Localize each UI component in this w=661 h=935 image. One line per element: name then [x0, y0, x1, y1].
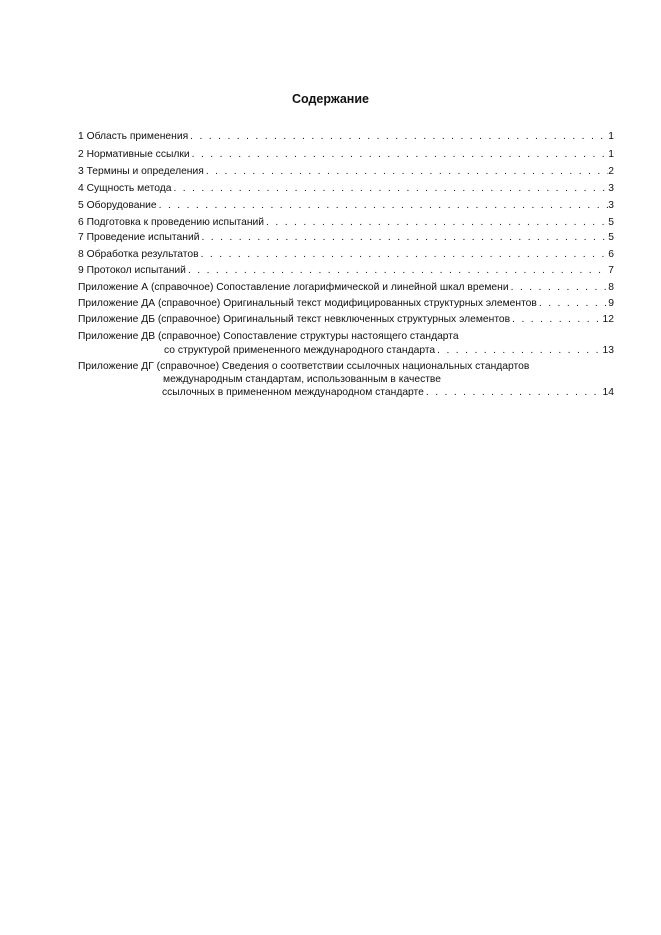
toc-entry-page: 1 [608, 131, 614, 142]
toc-entry-title: со структурой примененного международного стандарта [164, 345, 436, 356]
toc-entry-continuation [163, 373, 614, 387]
toc-entry-title: Приложение ДБ (справочное) Оригинальный текст невключенных структурных элементов [78, 314, 511, 325]
toc-entry-title: 3 Термины и определения [78, 166, 204, 177]
toc-entry[interactable] [78, 360, 614, 374]
toc-entry-page: 5 [608, 232, 614, 243]
toc-entry[interactable] [78, 148, 614, 162]
toc-entry-page: 3 [608, 200, 614, 211]
toc-entry-title: 1 Область применения [78, 131, 189, 142]
toc-entry-title: Приложение ДА (справочное) Оригинальный текст модифицированных структурных элементов [78, 298, 537, 309]
toc-entry-title: Приложение А (справочное) Сопоставление логарифмической и линейной шкал времени [78, 282, 509, 293]
toc-entry-title: 8 Обработка результатов [78, 249, 199, 260]
toc-entry-page: 9 [608, 298, 614, 309]
toc-entry-title: ссылочных в примененном международном стандарте [162, 387, 424, 398]
toc-entry[interactable] [78, 313, 614, 327]
toc-leader-dots [186, 264, 608, 278]
toc-entry-page: 3 [608, 183, 614, 194]
toc-entry-continuation[interactable] [162, 386, 614, 400]
toc-entry[interactable] [78, 165, 614, 179]
toc-leader-dots [537, 297, 608, 311]
toc-entry-page: 7 [608, 265, 614, 276]
toc-entry[interactable] [78, 231, 614, 245]
toc-entry[interactable] [78, 297, 614, 311]
toc-entry[interactable] [78, 248, 614, 262]
toc-entry[interactable] [78, 281, 614, 295]
toc-leader-dots [157, 199, 609, 213]
toc-entry[interactable] [78, 130, 614, 144]
toc-entry-title: 2 Нормативные ссылки [78, 149, 190, 160]
toc-entry[interactable] [78, 216, 614, 230]
toc-leader-dots [171, 182, 608, 196]
toc-entry-page: 13 [602, 345, 614, 356]
toc-leader-dots [509, 281, 609, 295]
toc-entry[interactable] [78, 330, 614, 344]
toc-entry-title: 7 Проведение испытаний [78, 232, 200, 243]
page-title: Содержание [291, 92, 369, 106]
toc-entry-title: 4 Сущность метода [78, 183, 172, 194]
toc-leader-dots [204, 165, 608, 179]
toc-entry-page: 14 [602, 387, 614, 398]
toc-entry-page: 2 [608, 166, 614, 177]
toc-entry[interactable] [78, 182, 614, 196]
toc-leader-dots [510, 313, 602, 327]
toc-leader-dots [188, 130, 608, 144]
toc-leader-dots [264, 216, 608, 230]
toc-leader-dots [190, 148, 609, 162]
toc-leader-dots [199, 248, 609, 262]
toc-entry-title: 6 Подготовка к проведению испытаний [78, 217, 265, 228]
toc-entry[interactable] [78, 199, 614, 213]
toc-entry-title: 5 Оборудование [78, 200, 157, 211]
toc-leader-dots [199, 231, 608, 245]
toc-entry-title: Приложение ДВ (справочное) Сопоставление структуры настоящего стандарта [78, 331, 459, 342]
toc-entry-page: 5 [608, 217, 614, 228]
toc-entry-page: 6 [608, 249, 614, 260]
toc-entry-page: 8 [608, 282, 614, 293]
toc-entry-title: Приложение ДГ (справочное) Сведения о соответствии ссылочных национальных стандартов [78, 361, 530, 372]
toc-entry[interactable] [78, 264, 614, 278]
toc-leader-dots [424, 386, 603, 400]
toc-entry-title: 9 Протокол испытаний [78, 265, 186, 276]
toc-entry-page: 1 [608, 149, 614, 160]
toc-entry-page: 12 [602, 314, 614, 325]
toc-entry-continuation[interactable] [164, 344, 614, 358]
toc-leader-dots [435, 344, 602, 358]
toc-entry-title: международным стандартам, использованным в качестве [163, 374, 442, 385]
